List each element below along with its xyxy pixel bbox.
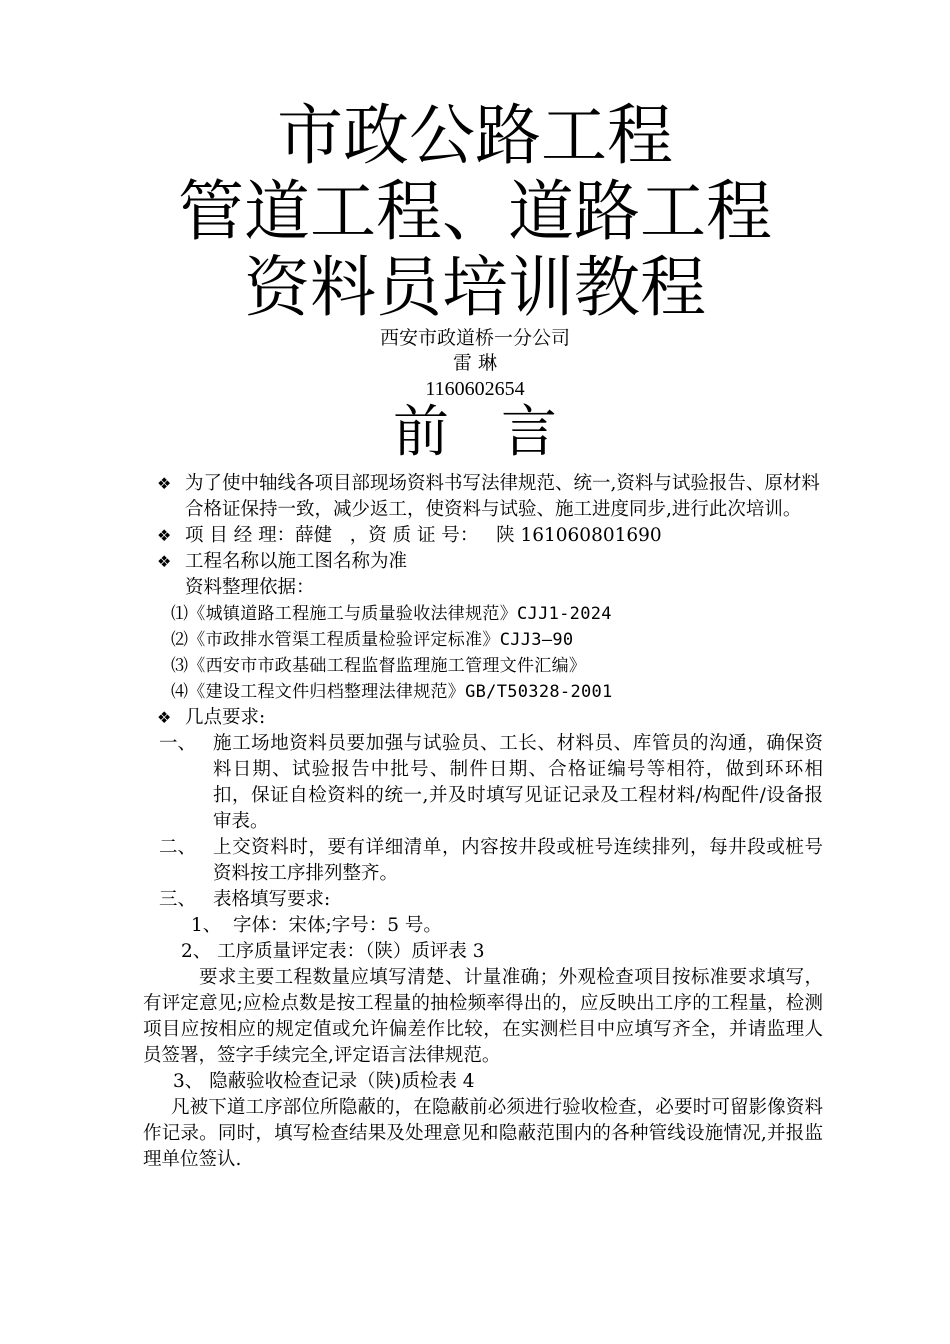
bullet-item-requirements	[143, 705, 823, 731]
reference-item: ⑷《建设工程文件归档整理法律规范》GB/T50328-2001	[171, 682, 613, 702]
reference-item: ⑶《西安市市政基础工程监督监理施工管理文件汇编》	[171, 656, 587, 676]
preface-title	[0, 398, 950, 468]
diamond-bullet-icon: ❖	[157, 526, 172, 545]
form-rule-concealed-inspection: 3、 隐蔽验收检查记录（陕)质检表 4	[173, 1071, 475, 1092]
bullet-item-purpose	[143, 471, 823, 523]
requirement-mark: 一、	[159, 733, 197, 754]
requirement-mark: 二、	[159, 837, 197, 858]
requirement-text: 表格填写要求:	[213, 889, 331, 910]
requirements-label: 几点要求:	[185, 707, 266, 728]
reference-item: ⑵《市政排水管渠工程质量检验评定标准》CJJ3—90	[171, 630, 574, 650]
diamond-bullet-icon: ❖	[157, 474, 172, 493]
form-rule-quality-assessment: 2、 工序质量评定表：（陕）质评表 3	[181, 941, 485, 962]
title-block	[0, 98, 950, 402]
manager-text: 项 目 经 理：薛健 ，资 质 证 号： 陕 161060801690	[185, 525, 662, 546]
requirement-item-2	[143, 835, 823, 887]
form-rule-font: 1、 字体：宋体;字号：5 号。	[191, 915, 442, 936]
concealed-inspection-paragraph: 凡被下道工序部位所隐蔽的，在隐蔽前必须进行验收检查，必要时可留影像资料作记录。同时，填写检查结果及处理意见和隐蔽范围内的各种管线设施情况,并报监理单位签认.	[143, 1097, 823, 1170]
requirement-text: 施工场地资料员要加强与试验员、工长、材料员、库管员的沟通，确保资料日期、试验报告中批号、制件日期、合格证编号等相符，做到环环相扣，保证自检资料的统一,并及时填写见证记录及工程材料/构配件/设备报审表。	[213, 733, 823, 832]
requirement-item-3	[143, 887, 823, 913]
main-title-line-1: 市政公路工程	[277, 97, 673, 174]
diamond-bullet-icon: ❖	[157, 552, 172, 571]
main-title-line-2: 管道工程、道路工程	[178, 173, 772, 250]
preface-char-2: 言	[501, 400, 557, 465]
main-title-line-3: 资料员培训教程	[244, 249, 706, 326]
requirement-mark: 三、	[159, 889, 197, 910]
basis-label: 资料整理依据：	[185, 577, 315, 598]
requirement-item-1	[143, 731, 823, 835]
author-company: 西安市政道桥一分公司	[379, 327, 570, 349]
purpose-text: 为了使中轴线各项目部现场资料书写法律规范、统一,资料与试验报告、原材料合格证保持一致，减少返工，使资料与试验、施工进度同步,进行此次培训。	[185, 473, 820, 520]
requirement-text: 上交资料时，要有详细清单，内容按井段或桩号连续排列，每井段或桩号资料按工序排列整齐。	[213, 837, 823, 884]
author-number: 1160602654	[425, 378, 525, 400]
project-name-text: 工程名称以施工图名称为准	[185, 551, 408, 572]
author-name: 雷 琳	[452, 352, 498, 374]
preface-char-1: 前	[393, 400, 449, 465]
quality-assessment-paragraph: 要求主要工程数量应填写清楚、计量准确；外观检查项目按标准要求填写，有评定意见;应检点数是按工程量的抽检频率得出的，应反映出工序的工程量，检测项目应按相应的规定值或允许偏差作比较，在实测栏目中应填写齐全，并请监理人员签署，签字手续完全,评定语言法律规范。	[143, 967, 823, 1066]
bullet-item-manager	[143, 523, 823, 549]
diamond-bullet-icon: ❖	[157, 708, 172, 727]
bullet-item-project-name	[143, 549, 823, 575]
reference-item: ⑴《城镇道路工程施工与质量验收法律规范》CJJ1-2024	[171, 604, 612, 624]
document-body	[143, 471, 823, 1173]
